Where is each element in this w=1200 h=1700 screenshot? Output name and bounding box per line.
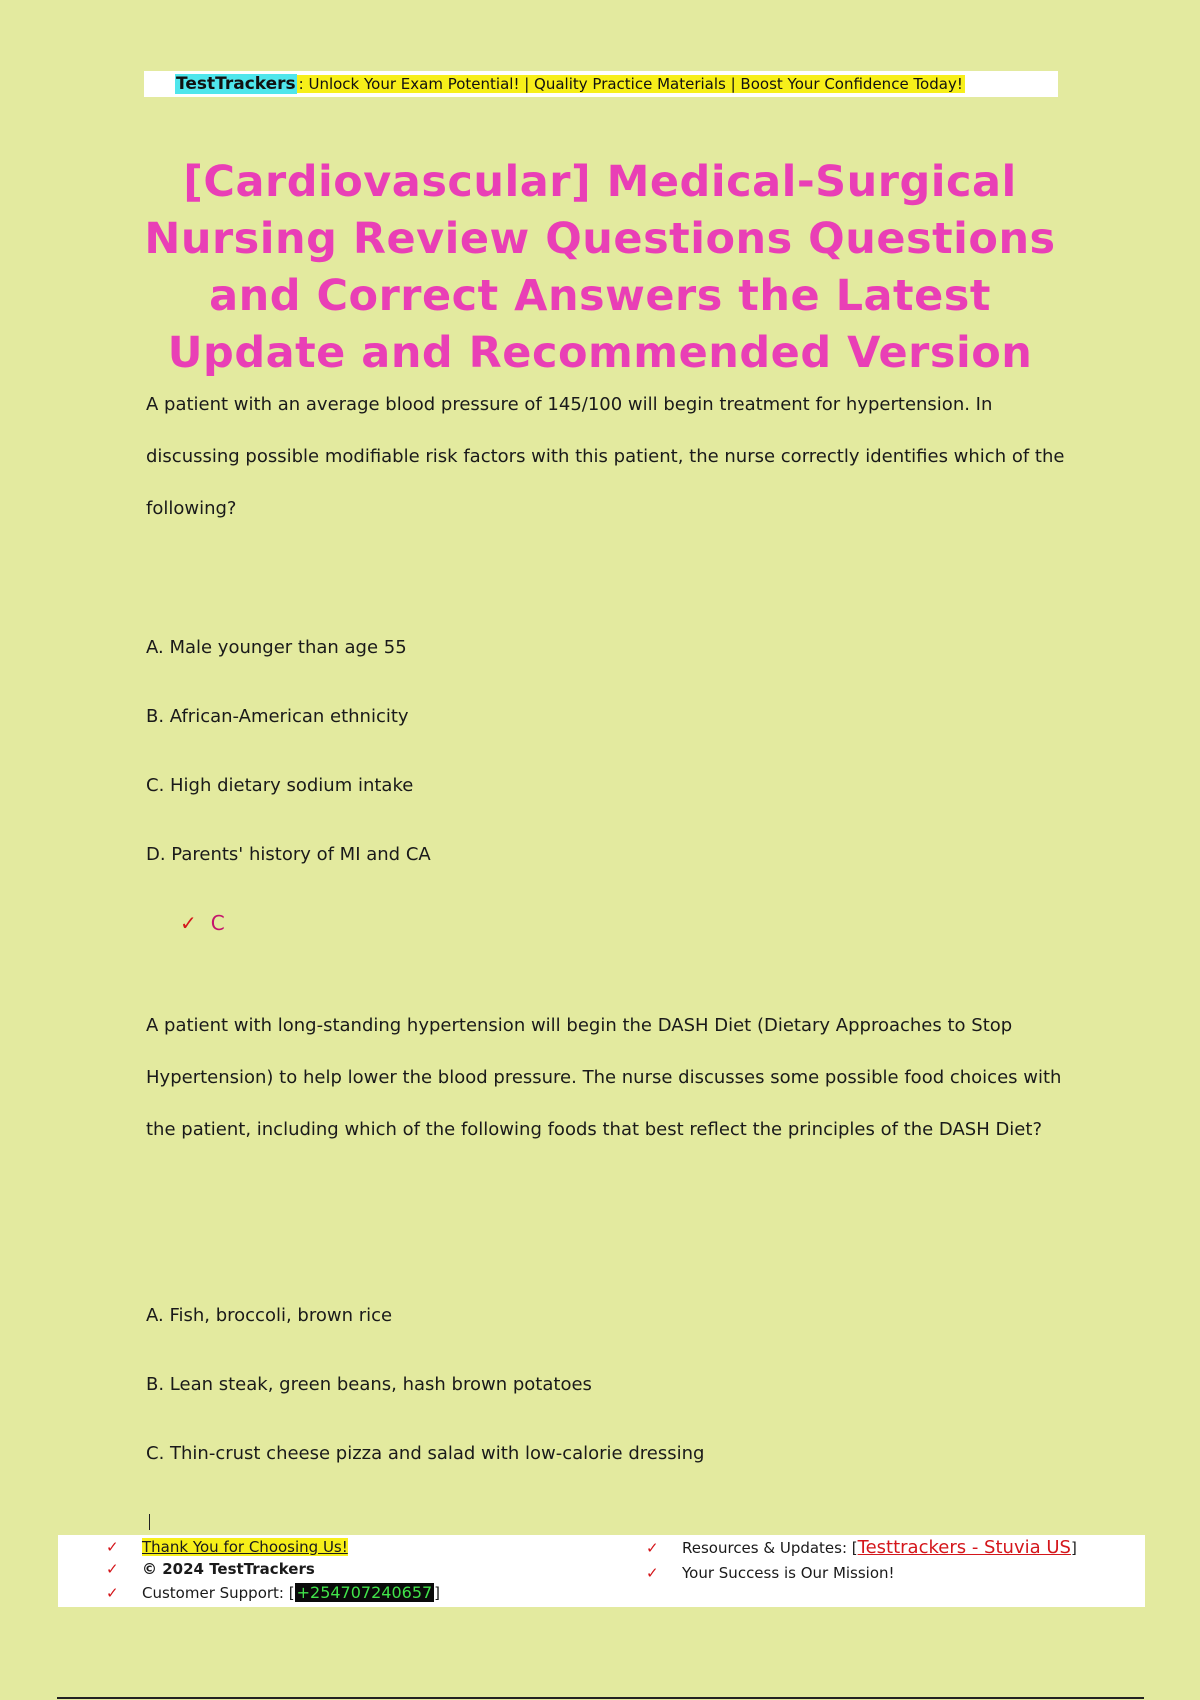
thanks-text: Thank You for Choosing Us! xyxy=(142,1538,348,1556)
question-2-option-b: B. Lean steak, green beans, hash brown potatoes xyxy=(146,1374,592,1395)
check-icon: ✓ xyxy=(180,911,197,935)
question-1-option-b: B. African-American ethnicity xyxy=(146,706,409,727)
question-1-answer xyxy=(180,910,225,936)
check-icon: ✓ xyxy=(106,1538,119,1556)
support-close: ] xyxy=(434,1584,441,1602)
check-icon: ✓ xyxy=(106,1584,119,1602)
answer-letter: C xyxy=(210,911,225,935)
question-1-option-a: A. Male younger than age 55 xyxy=(146,637,407,658)
mission-text: Your Success is Our Mission! xyxy=(682,1564,895,1582)
copyright-text: © 2024 TestTrackers xyxy=(142,1560,315,1578)
footer-resources xyxy=(646,1537,1077,1559)
question-2-text: A patient with long-standing hypertension will begin the DASH Diet (Dietary Approaches to Stop Hypertension) to help lower the blood pressure. The nurse discusses some possible food choices with the patient, including which of the following foods that best reflect the principles of the DASH Diet? xyxy=(146,1015,1062,1140)
footer-mission xyxy=(646,1562,895,1584)
text-cursor xyxy=(149,1514,150,1530)
question-2-option-c: C. Thin-crust cheese pizza and salad with low-calorie dressing xyxy=(146,1443,705,1464)
footer-copyright xyxy=(106,1558,315,1580)
question-1-text: A patient with an average blood pressure of 145/100 will begin treatment for hypertension. In discussing possible modifiable risk factors with this patient, the nurse correctly identifies which of the following? xyxy=(146,394,1065,519)
footer-thanks xyxy=(106,1536,348,1558)
header-banner xyxy=(144,71,1058,97)
question-1-option-c: C. High dietary sodium intake xyxy=(146,775,414,796)
resources-label: Resources & Updates: [ xyxy=(682,1539,858,1557)
question-1-option-d: D. Parents' history of MI and CA xyxy=(146,844,431,865)
footer-support xyxy=(106,1582,440,1604)
support-phone[interactable]: +254707240657 xyxy=(296,1583,433,1602)
brand-name: TestTrackers xyxy=(176,74,296,94)
resources-close: ] xyxy=(1070,1539,1077,1557)
banner-tagline: : Unlock Your Exam Potential! | Quality Practice Materials | Boost Your Confidence Today! xyxy=(298,75,963,93)
check-icon: ✓ xyxy=(646,1564,659,1582)
support-label: Customer Support: [ xyxy=(142,1584,295,1602)
bottom-divider xyxy=(57,1697,1144,1699)
question-2-option-a: A. Fish, broccoli, brown rice xyxy=(146,1305,393,1326)
check-icon: ✓ xyxy=(646,1539,659,1557)
resources-link[interactable]: Testtrackers - Stuvia US xyxy=(857,1537,1071,1558)
check-icon: ✓ xyxy=(106,1560,119,1578)
footer-box xyxy=(58,1535,1145,1607)
document-title: [Cardiovascular] Medical-Surgical Nursing Review Questions Questions and Correct Answers the Latest Update and Recommended Version xyxy=(144,157,1056,378)
